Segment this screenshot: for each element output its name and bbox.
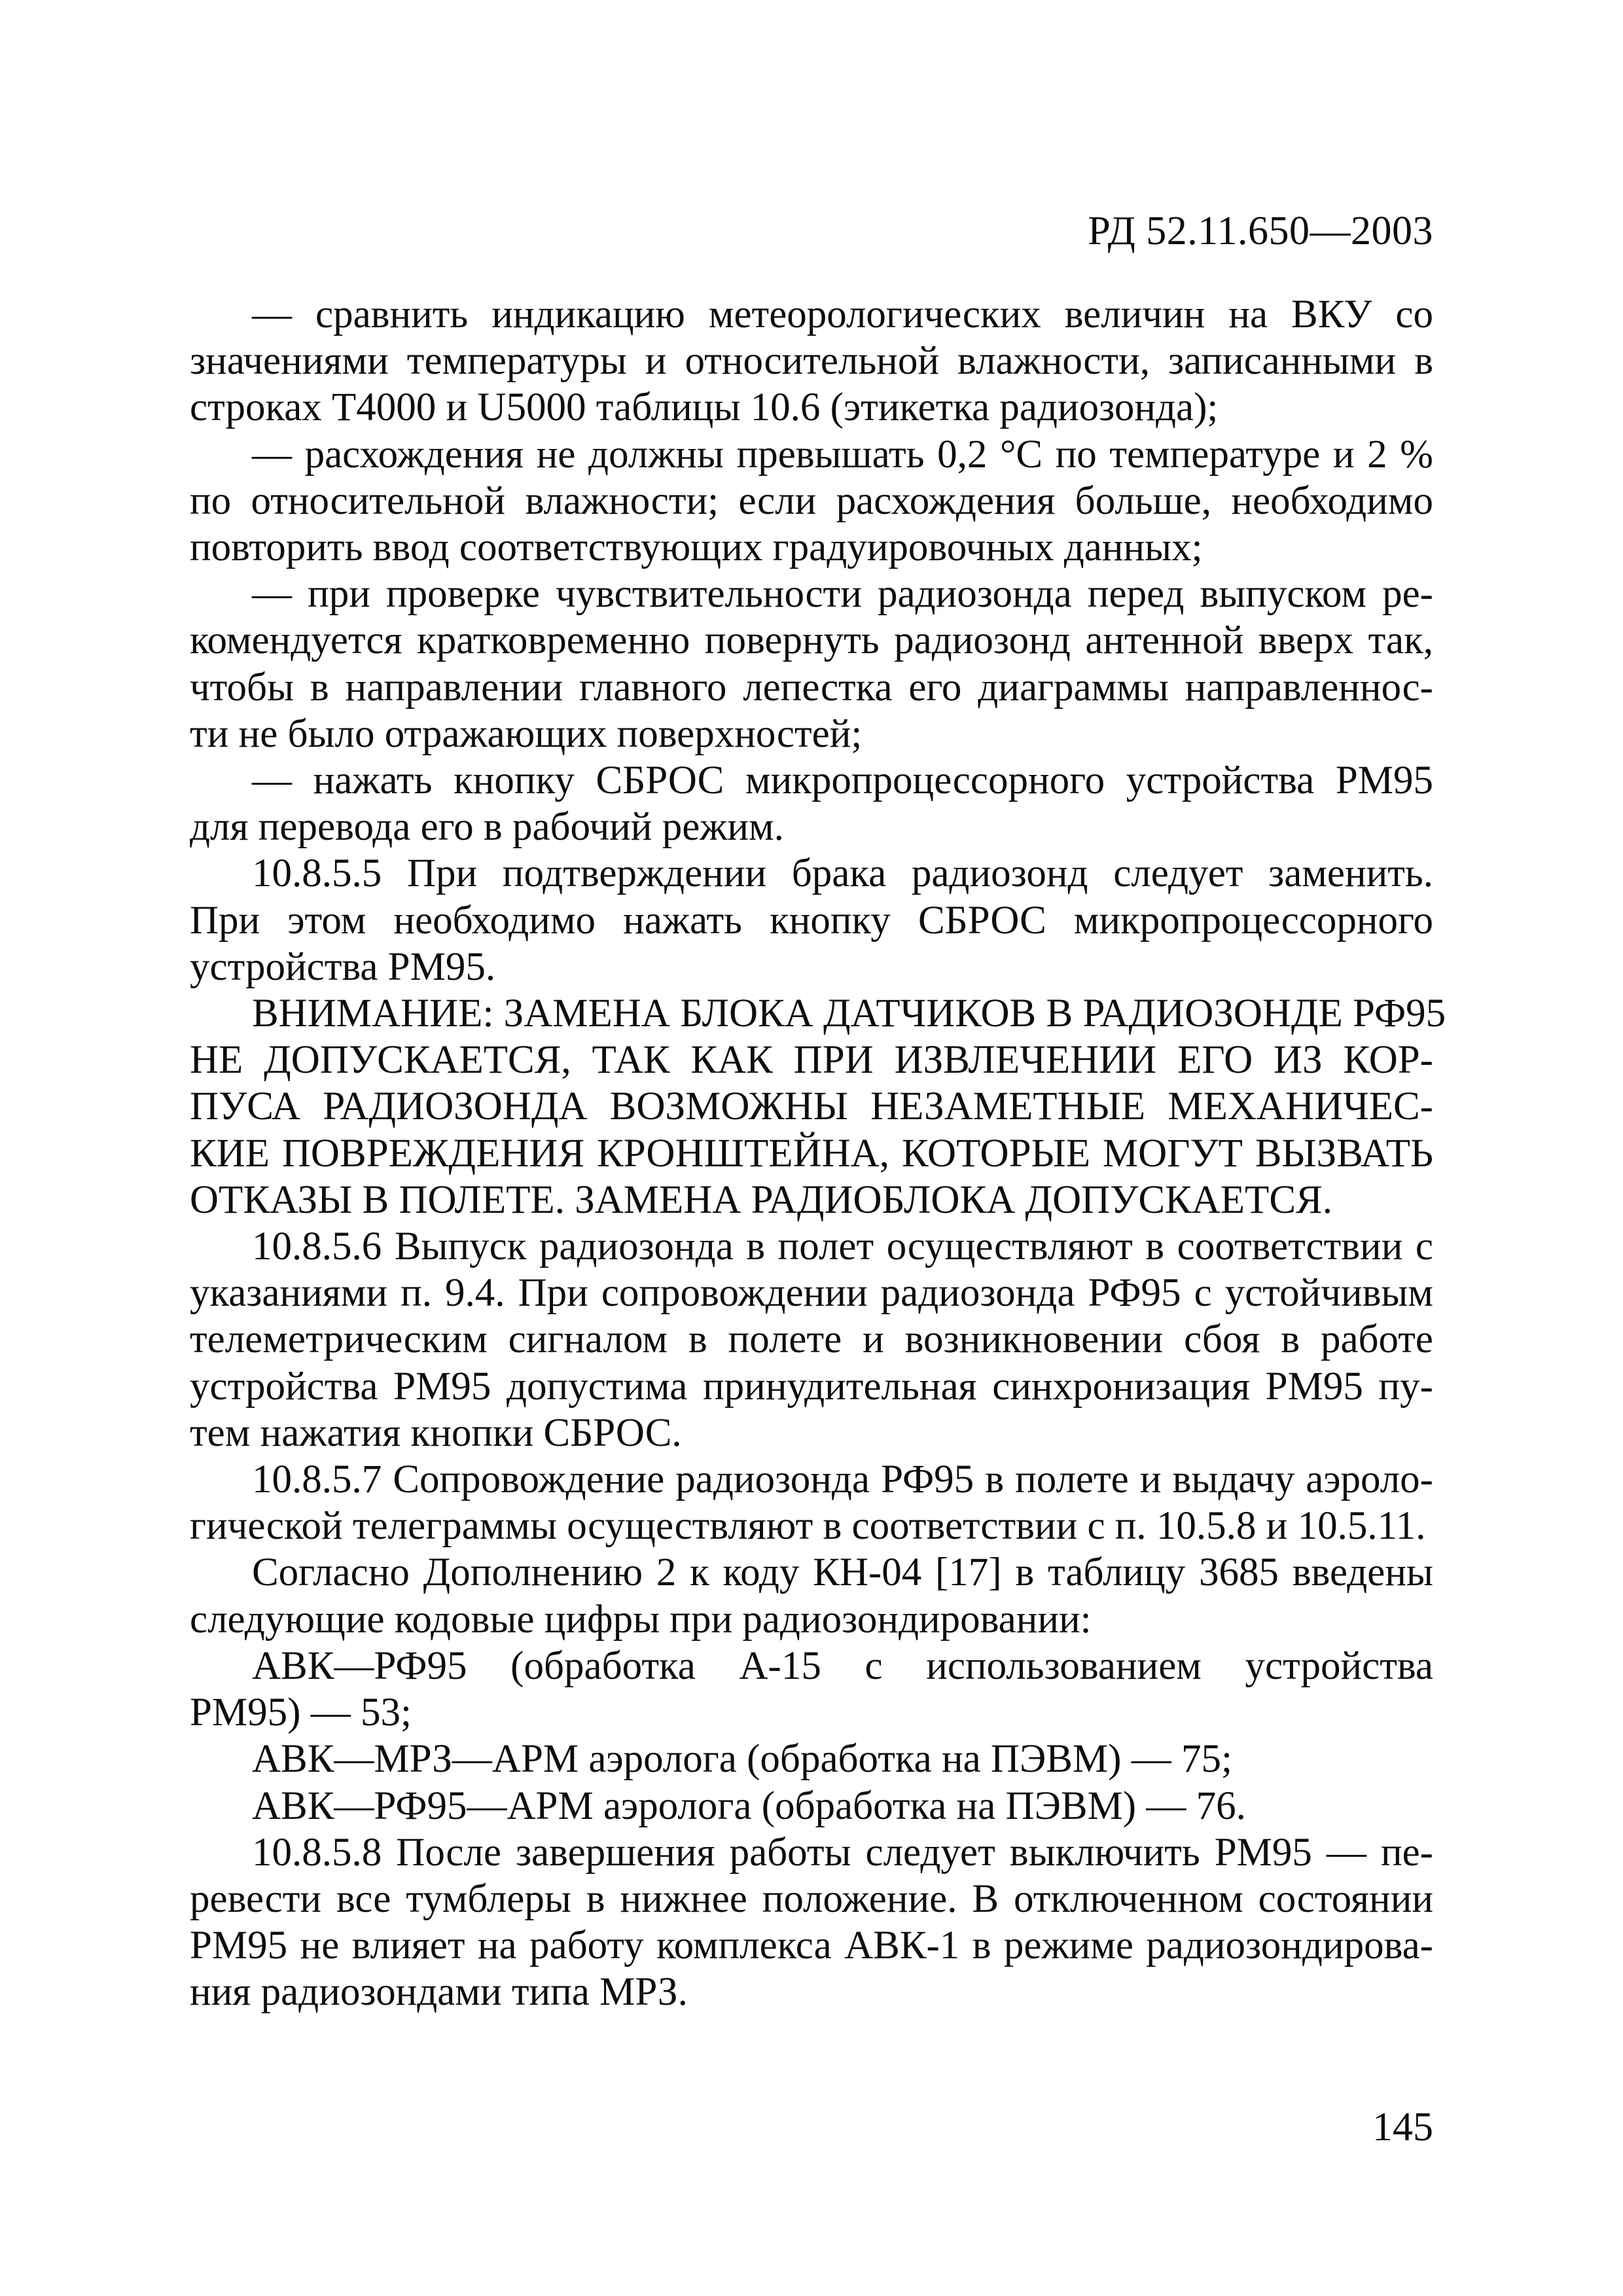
text-line: строках T4000 и U5000 таблицы 10.6 (этикетка радиозонда); xyxy=(190,386,1219,430)
text-line: НЕ ДОПУСКАЕТСЯ, ТАК КАК ПРИ ИЗВЛЕЧЕНИИ ЕГО ИЗ КОР- xyxy=(190,1038,1433,1083)
text-line: ревести все тумблеры в нижнее положение. В отключенном состоянии xyxy=(190,1876,1433,1921)
text-line: ОТКАЗЫ В ПОЛЕТЕ. ЗАМЕНА РАДИОБЛОКА ДОПУСКАЕТСЯ. xyxy=(190,1177,1332,1222)
text-line: — при проверке чувствительности радиозонда перед выпуском ре- xyxy=(252,572,1433,617)
text-line: АВК—РФ95 (обработка А-15 с использованием устройства xyxy=(252,1643,1433,1688)
text-line: — расхождения не должны превышать 0,2 °С по температуре и 2 % xyxy=(252,432,1433,476)
text-line: При этом необходимо нажать кнопку СБРОС микропроцессорного xyxy=(190,898,1433,942)
text-line: 10.8.5.6 Выпуск радиозонда в полет осуществляют в соответствии с xyxy=(252,1225,1433,1269)
text-line: 10.8.5.7 Сопровождение радиозонда РФ95 в полете и выдачу аэроло- xyxy=(252,1458,1433,1502)
text-line: значениями температуры и относительной влажности, записанными в xyxy=(190,339,1433,384)
text-line: РМ95) — 53; xyxy=(190,1691,412,1735)
text-line: телеметрическим сигналом в полете и возникновении сбоя в работе xyxy=(190,1318,1433,1362)
text-line: для перевода его в рабочий режим. xyxy=(190,805,784,850)
text-line: АВК—МРЗ—АРМ аэролога (обработка на ПЭВМ) — 75; xyxy=(252,1737,1232,1782)
text-line: 10.8.5.8 После завершения работы следует выключить РМ95 — пе- xyxy=(252,1830,1433,1874)
text-line: чтобы в направлении главного лепестка его диаграммы направленнос- xyxy=(190,665,1433,709)
text-line: тем нажатия кнопки СБРОС. xyxy=(190,1410,682,1455)
text-line: ПУСА РАДИОЗОНДА ВОЗМОЖНЫ НЕЗАМЕТНЫЕ МЕХАНИЧЕС- xyxy=(190,1085,1433,1129)
text-line: АВК—РФ95—АРМ аэролога (обработка на ПЭВМ) — 76. xyxy=(252,1784,1246,1828)
text-line: 10.8.5.5 При подтверждении брака радиозонд следует заменить. xyxy=(252,852,1433,896)
text-line: КИЕ ПОВРЕЖДЕНИЯ КРОНШТЕЙНА, КОТОРЫЕ МОГУТ ВЫЗВАТЬ xyxy=(190,1131,1433,1175)
text-line: следующие кодовые цифры при радиозондировании: xyxy=(190,1597,1092,1641)
page-number: 145 xyxy=(1372,2105,1433,2149)
text-line: — нажать кнопку СБРОС микропроцессорного устройства РМ95 xyxy=(252,759,1433,803)
text-line: Согласно Дополнению 2 к коду КН-04 [17] в таблицу 3685 введены xyxy=(252,1551,1433,1595)
text-line: повторить ввод соответствующих градуировочных данных; xyxy=(190,526,1203,570)
text-line: — сравнить индикацию метеорологических величин на ВКУ со xyxy=(252,293,1433,336)
text-line: ти не было отражающих поверхностей; xyxy=(190,711,863,756)
text-line: гической телеграммы осуществляют в соответствии с п. 10.5.8 и 10.5.11. xyxy=(190,1504,1426,1549)
text-line: устройства РМ95. xyxy=(190,944,496,989)
text-line: комендуется кратковременно повернуть радиозонд антенной вверх так, xyxy=(190,619,1433,663)
text-line: указаниями п. 9.4. При сопровождении радиозонда РФ95 с устойчивым xyxy=(190,1271,1433,1316)
text-line: по относительной влажности; если расхождения больше, необходимо xyxy=(190,478,1433,523)
text-line: РМ95 не влияет на работу комплекса АВК-1 в режиме радиозондирова- xyxy=(190,1924,1433,1968)
text-line: ния радиозондами типа МРЗ. xyxy=(190,1970,688,2015)
text-line: ВНИМАНИЕ: ЗАМЕНА БЛОКА ДАТЧИКОВ В РАДИОЗОНДЕ РФ95 xyxy=(252,992,1446,1036)
document-body xyxy=(190,291,1446,2016)
document-code-header: РД 52.11.650—2003 xyxy=(1088,209,1433,253)
text-line: устройства РМ95 допустима принудительная синхронизация РМ95 пу- xyxy=(190,1364,1433,1408)
